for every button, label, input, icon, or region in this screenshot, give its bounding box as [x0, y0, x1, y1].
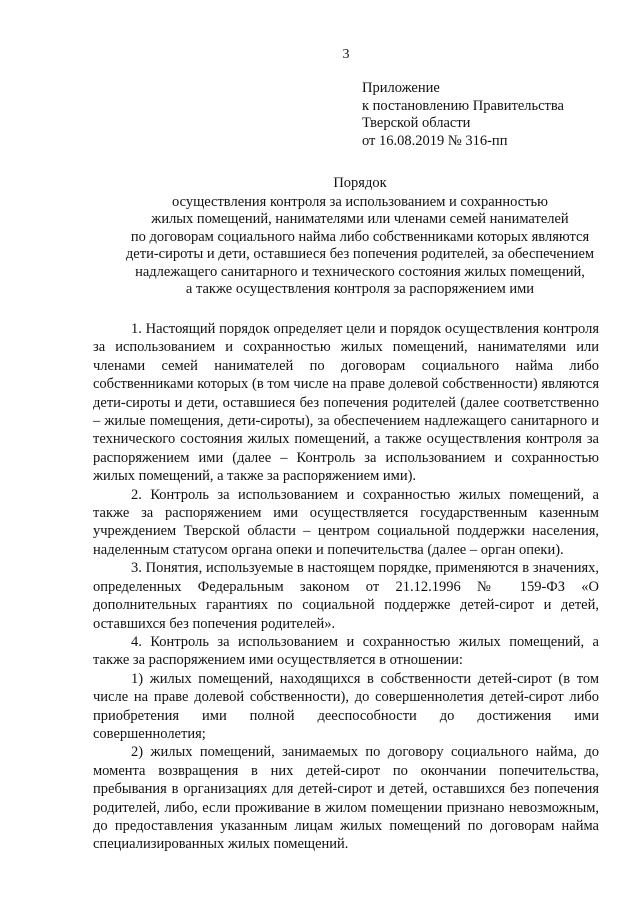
title-line: жилых помещений, нанимателями или членами семей нанимателей — [151, 211, 569, 227]
paragraph: 2) жилых помещений, занимаемых по договору социального найма, до момента возвращения в них детей-сирот по окончании попечительства, пребывания в организациях для детей-сирот и детей, оставшихся без попечения родителей, либо, если проживание в жилом помещении признано невозможным, до предоставления указанным лицам жилых помещений по договорам найма специализированных жилых помещений. — [93, 744, 599, 853]
appendix-block — [362, 80, 564, 150]
appendix-line: к постановлению Правительства — [362, 97, 564, 114]
paragraph: 3. Понятия, используемые в настоящем порядке, применяются в значениях, определенных Федеральным законом от 21.12.1996 № 159-ФЗ «О дополнительных гарантиях по социальной поддержке детей-сирот и детей, оставшихся без попечения родителей». — [93, 560, 599, 632]
document-title-block — [60, 175, 640, 299]
paragraph: 1) жилых помещений, находящихся в собственности детей-сирот (в том числе на праве долевой собственности), до совершеннолетия детей-сирот либо приобретения ими полной дееспособности до достижения ими совершеннолетия; — [93, 670, 599, 742]
title-line: дети-сироты и дети, оставшиеся без попечения родителей, за обеспечением — [125, 246, 595, 262]
appendix-line: Тверской области — [362, 115, 471, 131]
paragraph: 4. Контроль за использованием и сохранностью жилых помещений, а также за распоряжением ими осуществляется в отношении: — [93, 633, 599, 669]
title-line: а также осуществления контроля за распоряжением ими — [185, 281, 535, 297]
appendix-line: Приложение — [362, 80, 440, 96]
title-line: надлежащего санитарного и технического состояния жилых помещений, — [135, 263, 585, 280]
appendix-line: от 16.08.2019 № 316-пп — [362, 132, 508, 149]
paragraph: 2. Контроль за использованием и сохранностью жилых помещений, а также за распоряжением ими осуществляется государственным казенным учреждением Тверской области – центром социальной поддержки населения, наделенным статусом органа опеки и попечительства (далее – орган опеки). — [93, 486, 599, 558]
title-line: осуществления контроля за использованием и сохранностью — [171, 193, 549, 210]
title-line: по договорам социального найма либо собственниками которых являются — [130, 228, 590, 245]
document-body — [93, 320, 599, 854]
page-number: 3 — [342, 47, 350, 62]
paragraph: 1. Настоящий порядок определяет цели и порядок осуществления контроля за использованием и сохранностью жилых помещений, нанимателями или членами семей нанимателей по договорам социального найма либо собственниками которых (в том числе на праве долевой собственности) являются дети-сироты и дети, оставшиеся без попечения родителей (далее соответственно – жилые помещения, дети-сироты), за обеспечением надлежащего санитарного и технического состояния жилых помещений, а также осуществления контроля за распоряжением ими (далее – Контроль за использованием и сохранностью жилых помещений, а также за распоряжением ими). — [93, 321, 599, 485]
document-title: Порядок — [333, 175, 387, 191]
